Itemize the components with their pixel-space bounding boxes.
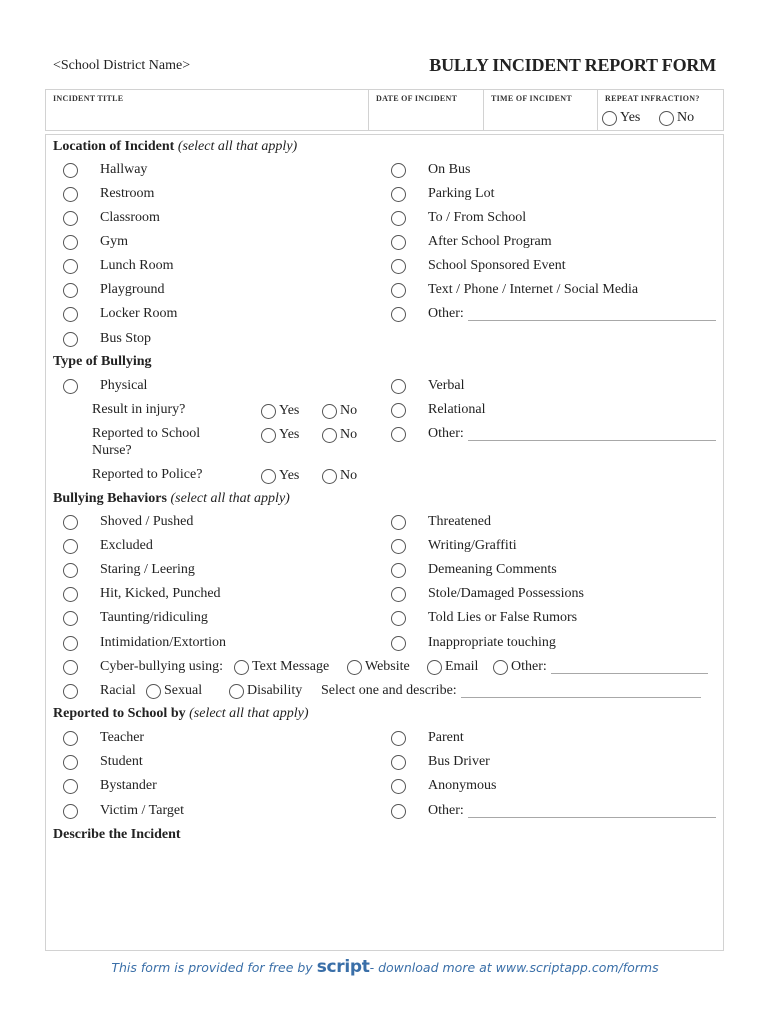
time-of-incident-field[interactable]: [483, 90, 597, 130]
radio-icon[interactable]: [63, 636, 78, 651]
radio-icon[interactable]: [63, 259, 78, 274]
behavior-option-hit[interactable]: Hit, Kicked, Punched: [63, 586, 221, 602]
radio-icon[interactable]: [229, 684, 244, 699]
radio-icon[interactable]: [659, 111, 674, 126]
location-option-on-bus[interactable]: On Bus: [391, 162, 470, 178]
radio-icon[interactable]: [63, 611, 78, 626]
radio-icon[interactable]: [391, 804, 406, 819]
radio-icon[interactable]: [391, 779, 406, 794]
radio-icon[interactable]: [234, 660, 249, 675]
radio-icon[interactable]: [146, 684, 161, 699]
radio-icon[interactable]: [391, 163, 406, 178]
radio-icon[interactable]: [63, 515, 78, 530]
type-option-verbal[interactable]: Verbal: [391, 378, 465, 394]
radio-icon[interactable]: [63, 163, 78, 178]
radio-icon[interactable]: [391, 636, 406, 651]
location-option-hallway[interactable]: Hallway: [63, 162, 147, 178]
injury-question: Result in injury?: [92, 402, 186, 417]
time-of-incident-label: TIME OF INCIDENT: [491, 94, 572, 103]
radio-icon[interactable]: [63, 804, 78, 819]
repeat-infraction-label: REPEAT INFRACTION?: [605, 94, 700, 103]
radio-icon[interactable]: [63, 307, 78, 322]
reporter-option-bus-driver[interactable]: Bus Driver: [391, 754, 490, 770]
radio-icon[interactable]: [391, 611, 406, 626]
radio-icon[interactable]: [63, 587, 78, 602]
radio-icon[interactable]: [391, 211, 406, 226]
footer-link[interactable]: - download more at www.scriptapp.com/forms: [369, 960, 659, 975]
location-option-after-school-program[interactable]: After School Program: [391, 234, 552, 250]
cyber-option-other[interactable]: Other:: [493, 659, 708, 675]
behavior-option-excluded[interactable]: Excluded: [63, 538, 153, 554]
location-option-parking-lot[interactable]: Parking Lot: [391, 186, 495, 202]
injury-yes-option[interactable]: Yes: [261, 403, 299, 419]
behavior-option-sexual[interactable]: Sexual: [146, 683, 202, 699]
nurse-no-option[interactable]: No: [322, 427, 357, 443]
location-option-text-phone-internet[interactable]: Text / Phone / Internet / Social Media: [391, 282, 638, 298]
radio-icon[interactable]: [63, 235, 78, 250]
radio-icon[interactable]: [261, 404, 276, 419]
nurse-question-line2: Nurse?: [92, 443, 132, 458]
reporter-option-parent[interactable]: Parent: [391, 730, 464, 746]
radio-icon[interactable]: [322, 428, 337, 443]
nurse-yes-option[interactable]: Yes: [261, 427, 299, 443]
radio-icon[interactable]: [391, 283, 406, 298]
footer-notice: This form is provided for free by script- download more at www.scriptapp.com/forms: [111, 957, 659, 977]
date-of-incident-label: DATE OF INCIDENT: [376, 94, 458, 103]
radio-icon[interactable]: [63, 211, 78, 226]
radio-icon[interactable]: [63, 684, 78, 699]
radio-icon[interactable]: [63, 539, 78, 554]
repeat-yes-option[interactable]: Yes: [602, 110, 640, 126]
radio-icon[interactable]: [391, 187, 406, 202]
radio-icon[interactable]: [63, 283, 78, 298]
form-title: BULLY INCIDENT REPORT FORM: [429, 55, 716, 75]
reporter-other-input[interactable]: [468, 805, 716, 818]
reporter-option-student[interactable]: Student: [63, 754, 143, 770]
incident-title-label: INCIDENT TITLE: [53, 94, 124, 103]
police-no-option[interactable]: No: [322, 468, 357, 484]
behavior-option-demeaning-comments[interactable]: Demeaning Comments: [391, 562, 557, 578]
location-option-gym[interactable]: Gym: [63, 234, 128, 250]
radio-icon[interactable]: [391, 427, 406, 442]
radio-icon[interactable]: [391, 539, 406, 554]
radio-icon[interactable]: [493, 660, 508, 675]
radio-icon[interactable]: [391, 379, 406, 394]
radio-icon[interactable]: [391, 403, 406, 418]
radio-icon[interactable]: [63, 660, 78, 675]
describe-section-title: Describe the Incident: [53, 827, 181, 842]
radio-icon[interactable]: [63, 563, 78, 578]
radio-icon[interactable]: [261, 428, 276, 443]
location-option-classroom[interactable]: Classroom: [63, 210, 160, 226]
behavior-option-intimidation[interactable]: Intimidation/Extortion: [63, 635, 226, 651]
location-section-title: Location of Incident (select all that apply): [53, 139, 298, 154]
radio-icon[interactable]: [391, 259, 406, 274]
cyber-option-email[interactable]: Email: [427, 659, 478, 675]
location-option-playground[interactable]: Playground: [63, 282, 165, 298]
radio-icon[interactable]: [322, 404, 337, 419]
type-section-title: Type of Bullying: [53, 354, 152, 369]
behavior-option-cyber-bullying[interactable]: Cyber-bullying using:: [63, 659, 223, 675]
radio-icon[interactable]: [63, 779, 78, 794]
radio-icon[interactable]: [391, 587, 406, 602]
repeat-no-option[interactable]: No: [659, 110, 694, 126]
script-logo: script: [316, 957, 370, 977]
nurse-question-line1: Reported to School: [92, 426, 201, 441]
cyber-other-input[interactable]: [551, 661, 708, 674]
cyber-option-website[interactable]: Website: [347, 659, 410, 675]
reporter-option-bystander[interactable]: Bystander: [63, 778, 157, 794]
reporter-option-other[interactable]: Other:: [391, 803, 716, 819]
radio-icon[interactable]: [347, 660, 362, 675]
type-other-input[interactable]: [468, 428, 716, 441]
radio-icon[interactable]: [63, 731, 78, 746]
school-district-name: <School District Name>: [53, 58, 191, 73]
behavior-option-shoved[interactable]: Shoved / Pushed: [63, 514, 193, 530]
reporter-option-anonymous[interactable]: Anonymous: [391, 778, 496, 794]
radio-icon[interactable]: [391, 235, 406, 250]
radio-icon[interactable]: [322, 469, 337, 484]
radio-icon[interactable]: [63, 187, 78, 202]
cyber-option-text-message[interactable]: Text Message: [234, 659, 329, 675]
repeat-infraction-field: [597, 90, 723, 130]
radio-icon[interactable]: [261, 469, 276, 484]
radio-icon[interactable]: [391, 563, 406, 578]
location-option-other[interactable]: Other:: [391, 306, 716, 322]
radio-icon[interactable]: [63, 755, 78, 770]
behavior-option-racial[interactable]: Racial: [63, 683, 136, 699]
radio-icon[interactable]: [391, 731, 406, 746]
describe-incident-textarea[interactable]: [53, 848, 716, 944]
location-option-to-from-school[interactable]: To / From School: [391, 210, 526, 226]
location-option-locker-room[interactable]: Locker Room: [63, 306, 177, 322]
behavior-option-threatened[interactable]: Threatened: [391, 514, 491, 530]
location-option-restroom[interactable]: Restroom: [63, 186, 154, 202]
type-option-other[interactable]: Other:: [391, 426, 716, 442]
behavior-option-disability[interactable]: Disability: [229, 683, 302, 699]
location-option-lunch-room[interactable]: Lunch Room: [63, 258, 174, 274]
radio-icon[interactable]: [427, 660, 442, 675]
type-option-relational[interactable]: Relational: [391, 402, 486, 418]
type-option-physical[interactable]: Physical: [63, 378, 147, 394]
radio-icon[interactable]: [391, 755, 406, 770]
radio-icon[interactable]: [391, 515, 406, 530]
bias-describe-field: Select one and describe:: [321, 683, 701, 699]
behavior-option-writing-graffiti[interactable]: Writing/Graffiti: [391, 538, 517, 554]
location-option-school-sponsored-event[interactable]: School Sponsored Event: [391, 258, 566, 274]
behavior-option-taunting[interactable]: Taunting/ridiculing: [63, 610, 208, 626]
incident-title-field[interactable]: [46, 90, 368, 130]
reporter-option-victim[interactable]: Victim / Target: [63, 803, 184, 819]
injury-no-option[interactable]: No: [322, 403, 357, 419]
bias-describe-input[interactable]: [461, 685, 701, 698]
reporter-option-teacher[interactable]: Teacher: [63, 730, 144, 746]
radio-icon[interactable]: [63, 379, 78, 394]
radio-icon[interactable]: [602, 111, 617, 126]
date-of-incident-field[interactable]: [368, 90, 483, 130]
police-question: Reported to Police?: [92, 467, 203, 482]
location-other-input[interactable]: [468, 308, 716, 321]
behaviors-section-title: Bullying Behaviors (select all that apply): [53, 491, 290, 506]
behavior-option-stole-damaged[interactable]: Stole/Damaged Possessions: [391, 586, 584, 602]
location-option-bus-stop[interactable]: Bus Stop: [63, 331, 151, 347]
behavior-option-staring[interactable]: Staring / Leering: [63, 562, 195, 578]
behavior-option-inappropriate-touching[interactable]: Inappropriate touching: [391, 635, 556, 651]
radio-icon[interactable]: [391, 307, 406, 322]
police-yes-option[interactable]: Yes: [261, 468, 299, 484]
behavior-option-told-lies[interactable]: Told Lies or False Rumors: [391, 610, 577, 626]
radio-icon[interactable]: [63, 332, 78, 347]
incident-info-row: [45, 89, 724, 131]
reported-by-section-title: Reported to School by (select all that apply): [53, 706, 309, 721]
